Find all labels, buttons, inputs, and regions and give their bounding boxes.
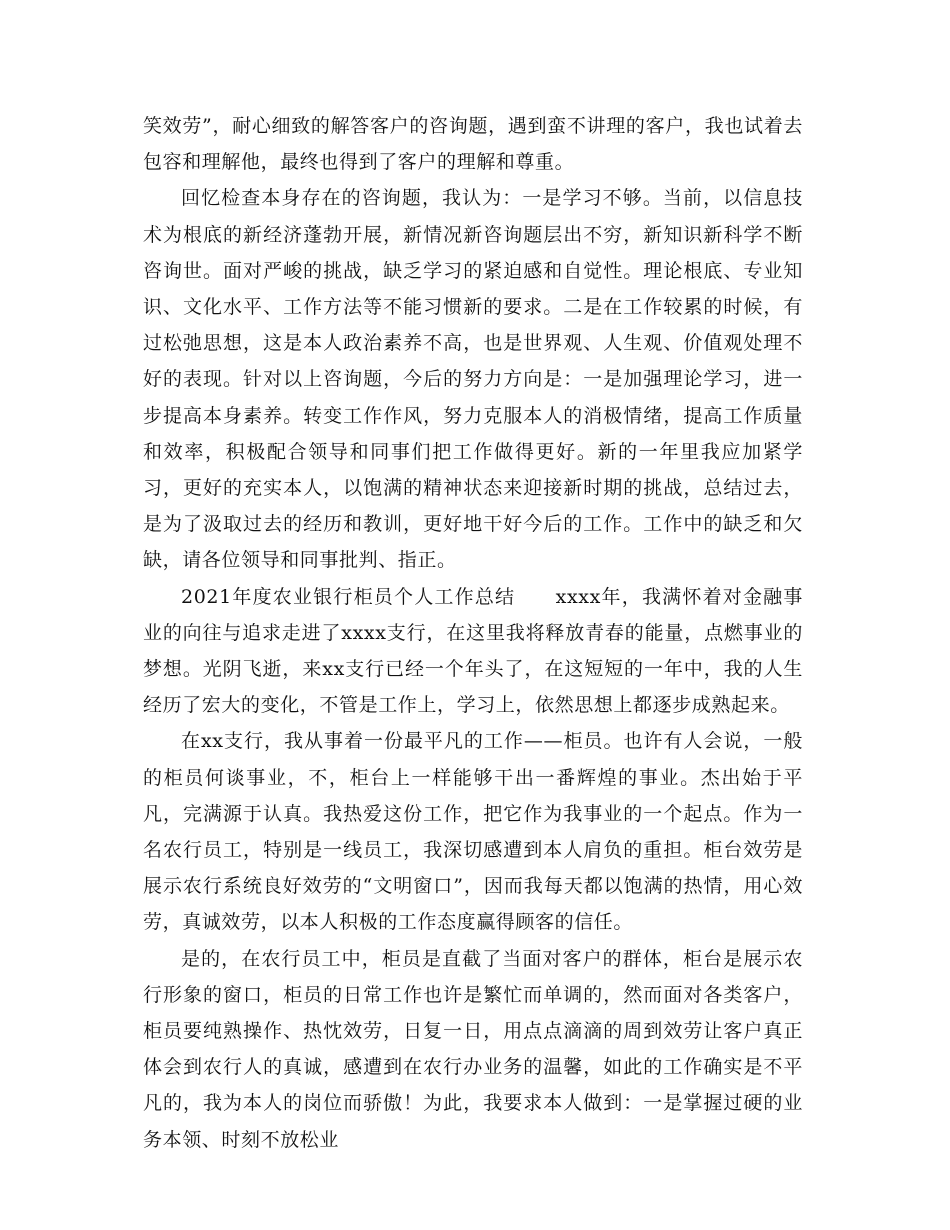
paragraph-2: 回忆检查本身存在的咨询题，我认为：一是学习不够。当前，以信息技术为根底的新经济蓬勃开展，新情况新咨询题层出不穷，新知识新科学不断咨询世。面对严峻的挑战，缺乏学习的紧迫感和自觉性。理论根底、专业知识、文化水平、工作方法等不能习惯新的要求。二是在工作较累的时候，有过松弛思想，这是本人政治素养不高，也是世界观、人生观、价值观处理不好的表现。针对以上咨询题，今后的努力方向是：一是加强理论学习，进一步提高本身素养。转变工作作风，努力克服本人的消极情绪，提高工作质量和效率，积极配合领导和同事们把工作做得更好。新的一年里我应加紧学习，更好的充实本人，以饱满的精神状态来迎接新时期的挑战，总结过去，是为了汲取过去的经历和教训，更好地干好今后的工作。工作中的缺乏和欠缺，请各位领导和同事批判、指正。 <box>143 187 803 572</box>
paragraph-5: 是的，在农行员工中，柜员是直截了当面对客户的群体，柜台是展示农行形象的窗口，柜员的日常工作也许是繁忙而单调的，然而面对各类客户，柜员要纯熟操作、热忱效劳，日复一日，用点点滴滴的周到效劳让客户真正体会到农行人的真诚，感遭到在农行办业务的温馨，如此的工作确实是不平凡的，我为本人的岗位而骄傲！为此，我要求本人做到：一是掌握过硬的业务本领、时刻不放松业 <box>143 947 803 1151</box>
document-body <box>143 108 803 1158</box>
paragraph-3: 2021年度农业银行柜员个人工作总结 xxxx年，我满怀着对金融事业的向往与追求走进了xxxx支行，在这里我将释放青春的能量，点燃事业的梦想。光阴飞逝，来xx支行已经一个年头了，在这短短的一年中，我的人生经历了宏大的变化，不管是工作上，学习上，依然思想上都逐步成熟起来。 <box>143 585 803 717</box>
paragraph-4: 在xx支行，我从事着一份最平凡的工作——柜员。也许有人会说，一般的柜员何谈事业，不，柜台上一样能够干出一番辉煌的事业。杰出始于平凡，完满源于认真。我热爱这份工作，把它作为我事业的一个起点。作为一名农行员工，特别是一线员工，我深切感遭到本人肩负的重担。柜台效劳是展示农行系统良好效劳的“文明窗口”，因而我每天都以饱满的热情，用心效劳，真诚效劳，以本人积极的工作态度赢得顾客的信任。 <box>143 730 803 934</box>
paragraph-1: 笑效劳”，耐心细致的解答客户的咨询题，遇到蛮不讲理的客户，我也试着去包容和理解他，最终也得到了客户的理解和尊重。 <box>143 115 803 174</box>
